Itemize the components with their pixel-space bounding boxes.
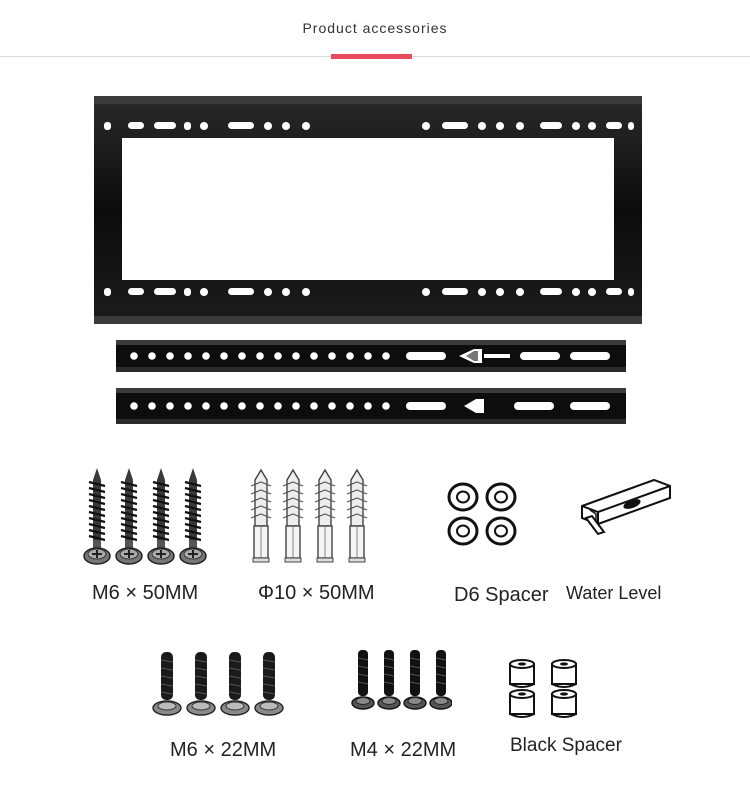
phi10-50mm-label: Φ10 × 50MM [258, 582, 375, 604]
m4-22mm-bolts-image [348, 646, 452, 716]
mounting-rail-upper-image [114, 338, 628, 374]
m6-22mm-label: M6 × 22MM [170, 739, 277, 761]
m6-22mm-bolts-image [148, 648, 292, 720]
section-title: Product accessories [302, 20, 448, 36]
black-spacer-label: Black Spacer [510, 735, 622, 756]
section-header [0, 0, 750, 62]
m4-22mm-label: M4 × 22MM [350, 739, 457, 761]
d6-spacer-label: D6 Spacer [454, 584, 549, 606]
m6-50mm-screws-image [82, 462, 212, 566]
water-level-image [576, 474, 676, 544]
black-spacers-image [506, 656, 592, 720]
wall-mount-plate-image [92, 94, 644, 326]
d6-spacers-image [444, 478, 524, 550]
m6-50mm-label: M6 × 50MM [92, 582, 199, 604]
wall-anchors-image [246, 462, 386, 566]
water-level-label: Water Level [566, 583, 662, 603]
header-accent-bar [331, 54, 412, 59]
mounting-rail-lower-image [114, 386, 628, 426]
